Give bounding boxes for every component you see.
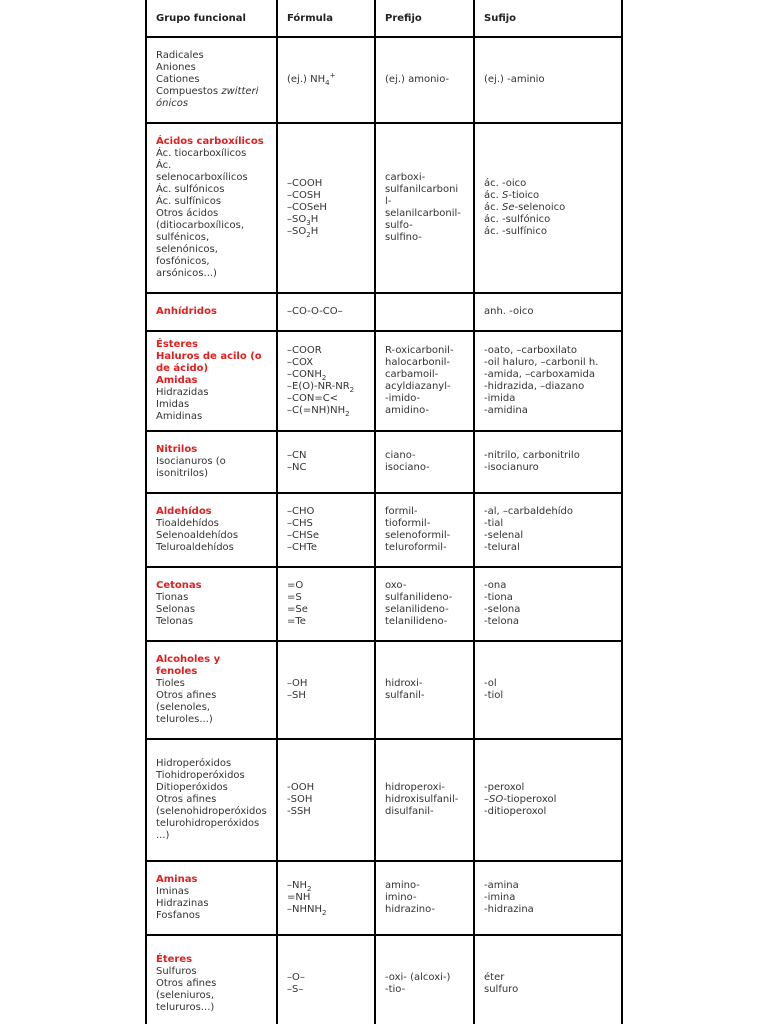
- cell-line: selenoformil-: [385, 530, 451, 541]
- cell-prefijo: [376, 294, 473, 330]
- cell-prefijo: [376, 862, 473, 934]
- cell-prefijo: [376, 432, 473, 492]
- cell-line: ...): [156, 830, 170, 841]
- cell-line: -nitrilo, carbonitrilo: [484, 450, 580, 461]
- cell-line: teluroles...): [156, 714, 213, 725]
- cell-line: -oato, –carboxilato: [484, 345, 577, 356]
- cell-line: -imido-: [385, 393, 421, 404]
- cell-line: Isocianuros (o: [156, 456, 226, 467]
- cell-prefijo: [376, 332, 473, 430]
- cell-formula: –OH –SH: [278, 642, 374, 738]
- table-row: [147, 936, 621, 1024]
- cell-line: Selenoaldehídos: [156, 530, 239, 541]
- cell-sufijo: [475, 332, 621, 430]
- cell-line: hidroxi-: [385, 678, 423, 689]
- cell-prefijo: [376, 740, 473, 860]
- cell-line: -imida: [484, 393, 516, 404]
- cell-formula: $-NH_2$ =NH $-NHNH_2$: [278, 862, 374, 934]
- cell-grupo-funcional: [147, 494, 276, 566]
- cell-line: R-oxicarbonil-: [385, 345, 454, 356]
- cell-sufijo: [475, 642, 621, 738]
- group-heading: Haluros de acilo (o: [156, 351, 262, 362]
- cell-line: -hidrazida, –diazano: [484, 381, 585, 392]
- cell-line: (ej.) amonio-: [385, 74, 450, 85]
- cell-line: -tiol: [484, 690, 504, 701]
- cell-line: -ol: [484, 678, 497, 689]
- cell-grupo-funcional: [147, 936, 276, 1024]
- cell-line: éter: [484, 972, 505, 983]
- group-heading: Aminas: [156, 874, 198, 885]
- cell-line: Aniones: [156, 62, 196, 73]
- cell-line: sulfo-: [385, 220, 413, 231]
- cell-line: Otros afines: [156, 978, 217, 989]
- cell-line: -telural: [484, 542, 520, 553]
- group-heading: Ésteres: [156, 339, 199, 350]
- cell-sufijo: [475, 568, 621, 640]
- cell-line: -amidina: [484, 405, 528, 416]
- cell-prefijo: [376, 642, 473, 738]
- cell-sufijo: ác. -oico ác. S-tioico ác. Se-selenoico ác. -sulfónico ác. -sulfínico: [475, 124, 621, 292]
- cell-line: telururos...): [156, 1002, 215, 1013]
- group-heading: Anhídridos: [156, 306, 217, 317]
- cell-line: halocarbonil-: [385, 357, 451, 368]
- cell-line: Amidinas: [156, 411, 203, 422]
- functional-groups-table: [145, 0, 623, 1024]
- header-prefijo: Prefijo: [376, 0, 473, 36]
- cell-line: Telonas: [156, 616, 194, 627]
- cell-line: -oil haluro, –carbonil h.: [484, 357, 599, 368]
- cell-line: Hidroperóxidos: [156, 758, 232, 769]
- cell-line: Otros ácidos: [156, 208, 219, 219]
- cell-line: fosfónicos,: [156, 256, 210, 267]
- table-row: [147, 740, 621, 860]
- table-row: [147, 568, 621, 640]
- table-row: [147, 332, 621, 430]
- table-row: [147, 38, 621, 122]
- cell-sufijo: [475, 294, 621, 330]
- cell-line: -telona: [484, 616, 520, 627]
- cell-line: sulfénicos,: [156, 232, 210, 243]
- cell-line: ónicos: [156, 98, 189, 109]
- cell-sufijo: [475, 862, 621, 934]
- cell-line: Iminas: [156, 886, 190, 897]
- cell-line: imino-: [385, 892, 417, 903]
- cell-grupo-funcional: [147, 332, 276, 430]
- cell-line: Otros afines: [156, 690, 217, 701]
- cell-line: sulfanilcarboni: [385, 184, 459, 195]
- cell-grupo-funcional: [147, 862, 276, 934]
- cell-line: selanilideno-: [385, 604, 449, 615]
- group-heading: Aldehídos: [156, 506, 212, 517]
- cell-line: -selenal: [484, 530, 524, 541]
- table-row: [147, 124, 621, 292]
- cell-sufijo: [475, 432, 621, 492]
- table-row: [147, 294, 621, 330]
- table-row: [147, 862, 621, 934]
- cell-line: Cationes: [156, 74, 200, 85]
- cell-line: Hidrazidas: [156, 387, 209, 398]
- cell-prefijo: [376, 124, 473, 292]
- cell-line: Compuestos zwitteri: [156, 86, 259, 97]
- group-heading: Éteres: [156, 954, 193, 965]
- cell-line: Teluroaldehídos: [156, 542, 234, 553]
- cell-line: -isocianuro: [484, 462, 539, 473]
- cell-formula: –CO-O-CO–: [278, 294, 374, 330]
- cell-line: Fosfanos: [156, 910, 201, 921]
- cell-line: Selonas: [156, 604, 196, 615]
- cell-line: oxo-: [385, 580, 407, 591]
- cell-line: Imidas: [156, 399, 190, 410]
- cell-line: -tiona: [484, 592, 513, 603]
- group-heading: Nitrilos: [156, 444, 198, 455]
- cell-grupo-funcional: [147, 568, 276, 640]
- group-heading: Alcoholes y: [156, 654, 221, 665]
- cell-line: formil-: [385, 506, 418, 517]
- group-heading: Amidas: [156, 375, 198, 386]
- cell-formula: =O =S =Se =Te: [278, 568, 374, 640]
- cell-line: Ác. tiocarboxílicos: [156, 148, 247, 159]
- cell-line: -amida, –carboxamida: [484, 369, 596, 380]
- cell-line: sulfuro: [484, 984, 519, 995]
- header-grupo-funcional: Grupo funcional: [147, 0, 276, 36]
- cell-grupo-funcional: [147, 740, 276, 860]
- cell-line: (seleniuros,: [156, 990, 215, 1001]
- table-body: [147, 38, 621, 1024]
- cell-line: arsónicos...): [156, 268, 217, 279]
- group-heading: Cetonas: [156, 580, 202, 591]
- functional-groups-table-frame: [145, 0, 623, 1024]
- cell-grupo-funcional: [147, 432, 276, 492]
- cell-line: sulfanil-: [385, 690, 425, 701]
- cell-line: disulfanil-: [385, 806, 434, 817]
- cell-line: -al, –carbaldehído: [484, 506, 573, 517]
- cell-formula: –CHO –CHS –CHSe –CHTe: [278, 494, 374, 566]
- group-heading: de ácido): [156, 363, 209, 374]
- cell-line: hidroxisulfanil-: [385, 794, 459, 805]
- cell-formula: –O– –S–: [278, 936, 374, 1024]
- group-heading: Ácidos carboxílicos: [156, 136, 264, 147]
- cell-line: amidino-: [385, 405, 430, 416]
- cell-sufijo: -peroxol –SO-tioperoxol -ditioperoxol: [475, 740, 621, 860]
- cell-line: hidroperoxi-: [385, 782, 445, 793]
- cell-line: (ej.) -aminio: [484, 74, 545, 85]
- cell-line: sulfino-: [385, 232, 422, 243]
- cell-line: Radicales: [156, 50, 204, 61]
- cell-line: isonitrilos): [156, 468, 209, 479]
- header-row: [147, 0, 621, 36]
- cell-grupo-funcional: [147, 124, 276, 292]
- cell-line: (ditiocarboxílicos,: [156, 220, 244, 231]
- cell-prefijo: [376, 38, 473, 122]
- cell-prefijo: [376, 494, 473, 566]
- cell-line: -hidrazina: [484, 904, 534, 915]
- cell-prefijo: [376, 936, 473, 1024]
- table-row: [147, 432, 621, 492]
- cell-line: Sulfuros: [156, 966, 197, 977]
- cell-line: Tioaldehídos: [156, 518, 219, 529]
- cell-line: Otros afines: [156, 794, 217, 805]
- cell-sufijo: [475, 38, 621, 122]
- cell-line: acyldiazanyl-: [385, 381, 451, 392]
- cell-line: selenónicos,: [156, 244, 218, 255]
- cell-formula: –COOR –COX $-CONH_2$ $-E(O)-NR-NR_2$ –CON=C< $-C(=NH)NH_2$: [278, 332, 374, 430]
- table-row: [147, 642, 621, 738]
- cell-line: carboxi-: [385, 172, 426, 183]
- table-row: [147, 494, 621, 566]
- cell-line: carbamoil-: [385, 369, 439, 380]
- cell-line: Ác. sulfínicos: [156, 196, 222, 207]
- cell-line: amino-: [385, 880, 420, 891]
- cell-grupo-funcional: [147, 38, 276, 122]
- cell-line: Hidrazinas: [156, 898, 209, 909]
- header-formula: Fórmula: [278, 0, 374, 36]
- cell-line: hidrazino-: [385, 904, 435, 915]
- cell-line: tioformil-: [385, 518, 431, 529]
- cell-line: -tial: [484, 518, 504, 529]
- cell-line: selenocarboxílicos: [156, 172, 248, 183]
- cell-line: telurohidroperóxidos: [156, 818, 260, 829]
- cell-line: Ditioperóxidos: [156, 782, 228, 793]
- cell-line: Ác.: [156, 160, 172, 171]
- cell-line: isociano-: [385, 462, 430, 473]
- cell-line: Ác. sulfónicos: [156, 184, 225, 195]
- cell-line: (selenoles,: [156, 702, 210, 713]
- cell-line: sulfanilideno-: [385, 592, 453, 603]
- cell-line: -oxi- (alcoxi-): [385, 972, 451, 983]
- cell-formula: (ej.) $NH_4^+$: [278, 38, 374, 122]
- cell-grupo-funcional: [147, 642, 276, 738]
- cell-line: Tionas: [156, 592, 189, 603]
- cell-line: l-: [385, 196, 392, 207]
- cell-formula: –CN –NC: [278, 432, 374, 492]
- cell-line: -tio-: [385, 984, 406, 995]
- cell-line: Tiohidroperóxidos: [156, 770, 245, 781]
- cell-sufijo: [475, 936, 621, 1024]
- cell-sufijo: [475, 494, 621, 566]
- cell-line: Tioles: [156, 678, 185, 689]
- cell-line: teluroformil-: [385, 542, 447, 553]
- cell-line: -imina: [484, 892, 516, 903]
- cell-line: -ona: [484, 580, 507, 591]
- cell-grupo-funcional: [147, 294, 276, 330]
- cell-line: anh. -oico: [484, 306, 534, 317]
- header-sufijo: Sufijo: [475, 0, 621, 36]
- cell-formula: -OOH -SOH -SSH: [278, 740, 374, 860]
- cell-line: telanilideno-: [385, 616, 448, 627]
- cell-line: selanilcarbonil-: [385, 208, 461, 219]
- cell-line: -selona: [484, 604, 521, 615]
- group-heading: fenoles: [156, 666, 198, 677]
- cell-line: (selenohidroperóxidos: [156, 806, 267, 817]
- cell-line: -amina: [484, 880, 519, 891]
- cell-line: ciano-: [385, 450, 416, 461]
- cell-prefijo: [376, 568, 473, 640]
- cell-formula: –COOH –COSH –COSeH $-SO_3H$ $-SO_2H$: [278, 124, 374, 292]
